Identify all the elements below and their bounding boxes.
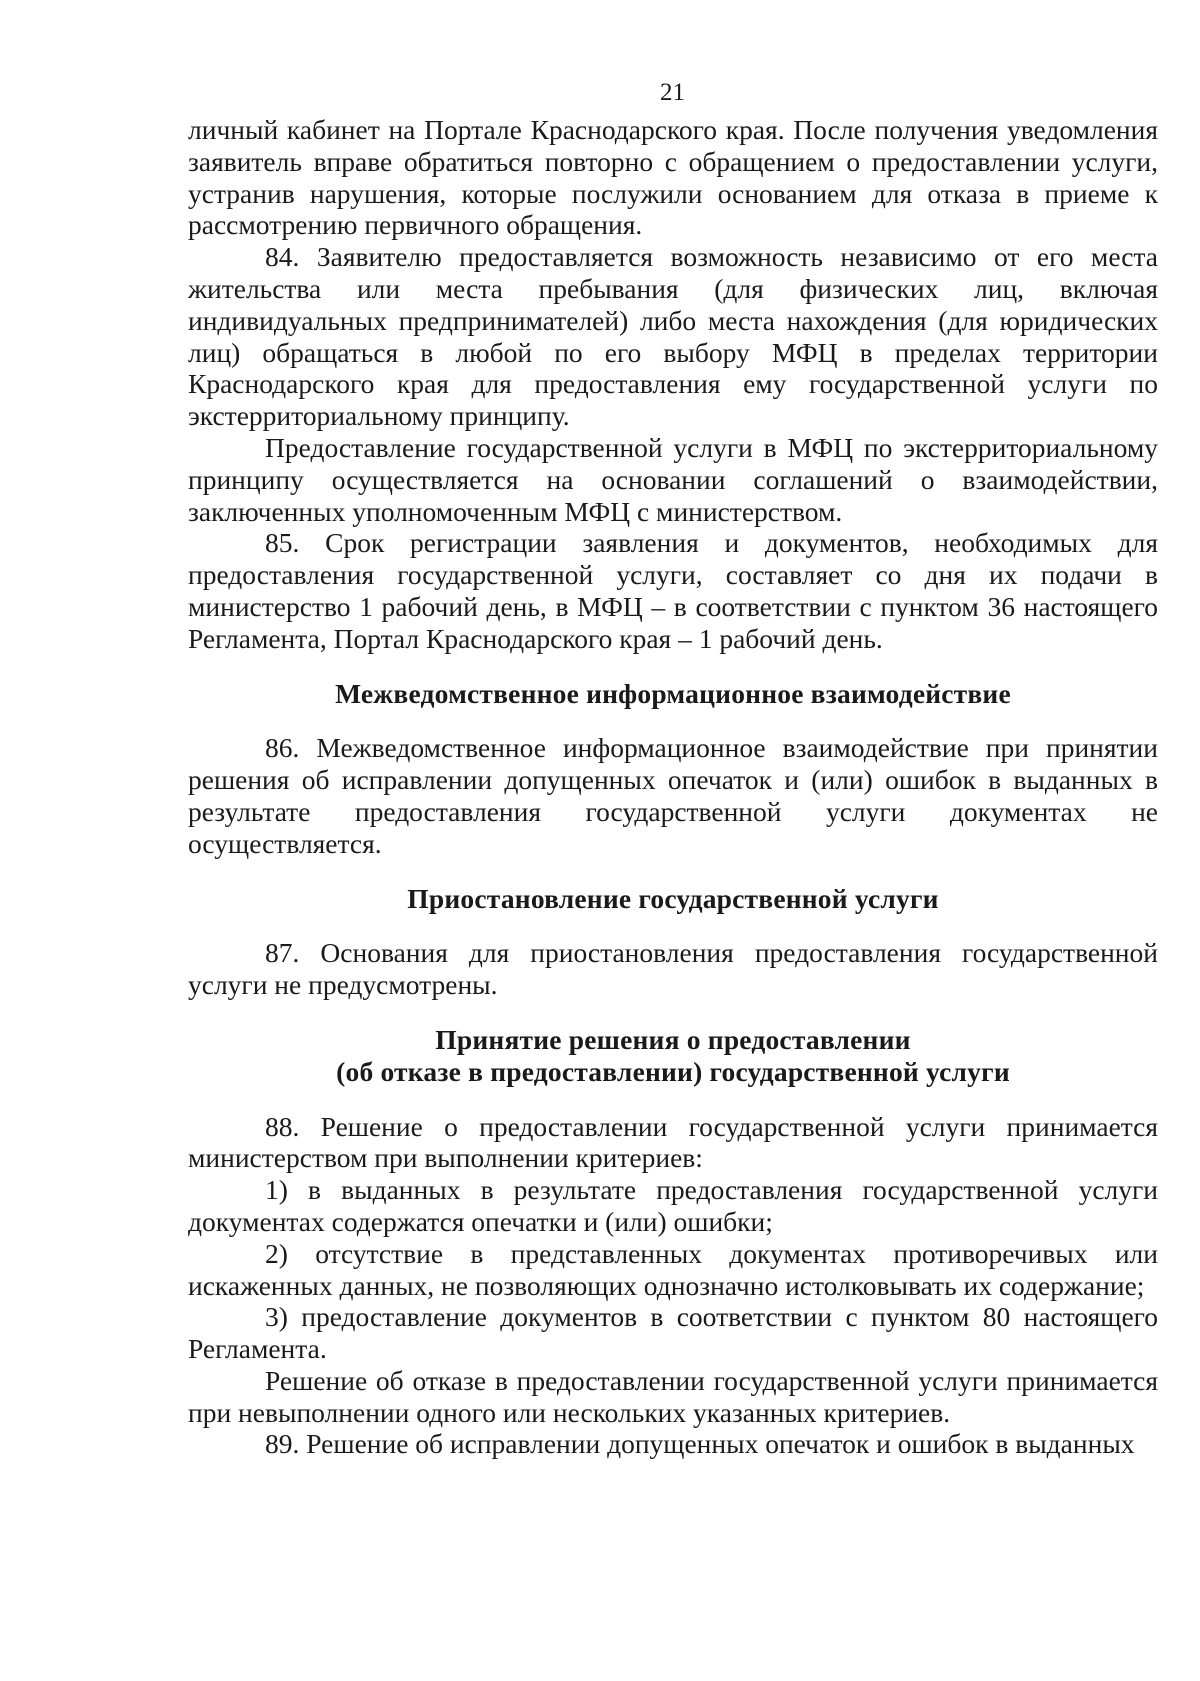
paragraph: Предоставление государственной услуги в МФЦ по экстерриториальному принципу осуществляется на основании соглашений о взаимодействии, заключенных уполномоченным МФЦ с министерством. xyxy=(188,431,1158,527)
section-heading-suspension: Приостановление государственной услуги xyxy=(407,882,939,914)
section-heading-interagency: Межведомственное информационное взаимодействие xyxy=(335,677,1011,709)
paragraph-85: 85. Срок регистрации заявления и документов, необходимых для предоставления государственной услуги, составляет со дня их подачи в министерство 1 рабочий день, в МФЦ – в соответствии с пунктом 36 настоящего Регламента, Портал Краснодарского края – 1 рабочий день. xyxy=(188,527,1158,654)
paragraph-89: 89. Решение об исправлении допущенных опечаток и ошибок в выданных xyxy=(265,1428,1135,1460)
section-heading-decision-line2: (об отказе в предоставлении) государственной услуги xyxy=(336,1055,1010,1087)
document-body xyxy=(188,114,1158,1460)
paragraph: Решение об отказе в предоставлении государственной услуги принимается при невыполнении одного или нескольких указанных критериев. xyxy=(188,1364,1158,1428)
list-item-1: 1) в выданных в результате предоставления государственной услуги документах содержатся опечатки и (или) ошибки; xyxy=(188,1174,1158,1237)
paragraph: личный кабинет на Портале Краснодарского края. После получения уведомления заявитель вправе обратиться повторно с обращением о предоставлении услуги, устранив нарушения, которые послужили основанием для отказа в приеме к рассмотрению первичного обращения. xyxy=(188,114,1158,241)
list-item-2: 2) отсутствие в представленных документах противоречивых или искаженных данных, не позволяющих однозначно истолковывать их содержание; xyxy=(188,1237,1158,1301)
paragraph-86: 86. Межведомственное информационное взаимодействие при принятии решения об исправлении допущенных опечаток и (или) ошибок в выданных в результате предоставления государственной услуги документах не осуществляется. xyxy=(188,732,1158,859)
paragraph-88: 88. Решение о предоставлении государственной услуги принимается министерством при выполнении критериев: xyxy=(188,1110,1158,1174)
paragraph-87: 87. Основания для приостановления предоставления государственной услуги не предусмотрены. xyxy=(188,937,1158,1001)
page-number: 21 xyxy=(660,79,685,106)
paragraph-84: 84. Заявителю предоставляется возможность независимо от его места жительства или места пребывания (для физических лиц, включая индивидуальных предпринимателей) либо места нахождения (для юридических лиц) обращаться в любой по его выбору МФЦ в пределах территории Краснодарского края для предоставления ему государственной услуги по экстерриториальному принципу. xyxy=(188,241,1158,432)
list-item-3: 3) предоставление документов в соответствии с пунктом 80 настоящего Регламента. xyxy=(188,1301,1158,1365)
section-heading-decision-line1: Принятие решения о предоставлении xyxy=(435,1023,911,1055)
